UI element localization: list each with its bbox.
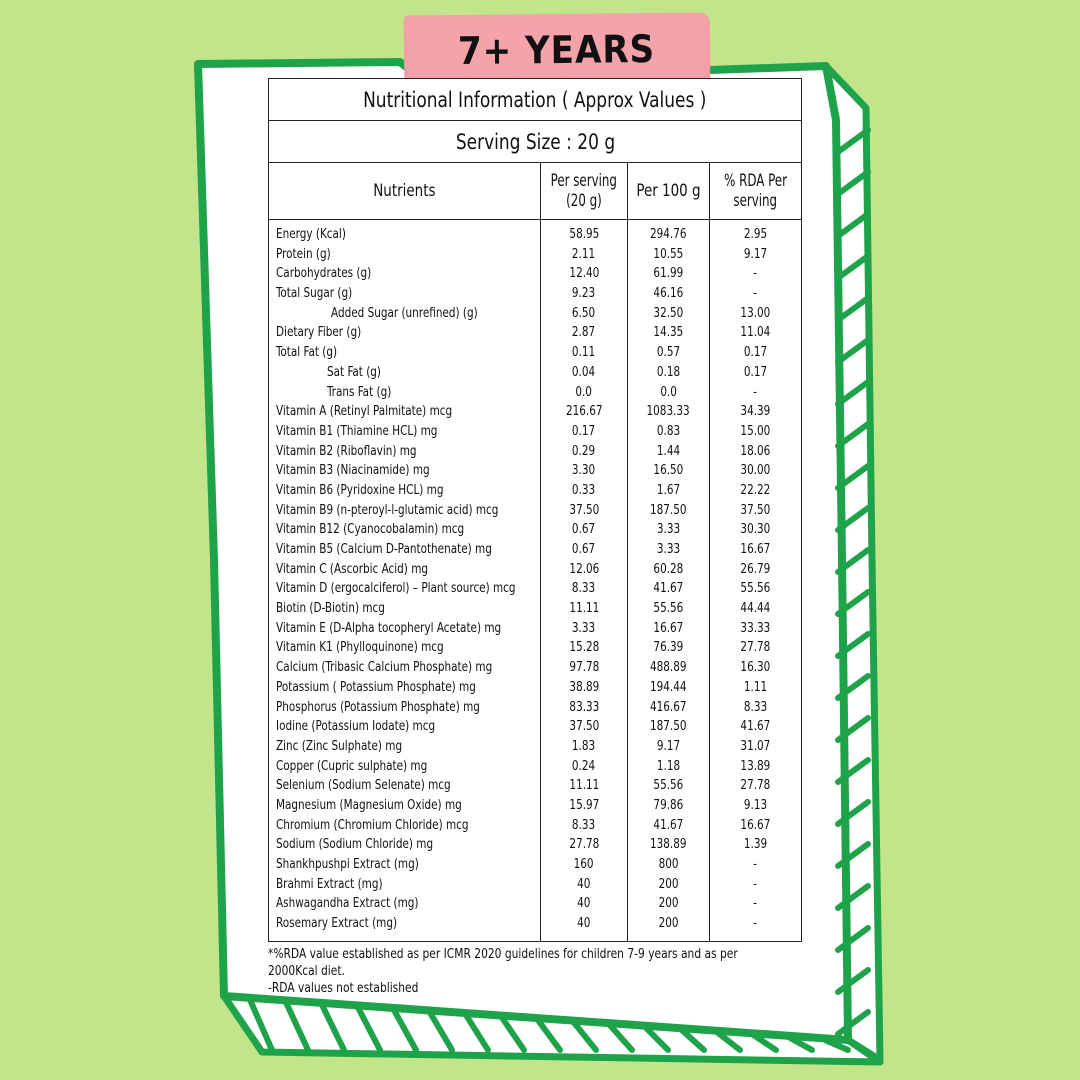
table-cell-per-serving: 27.78 bbox=[569, 836, 599, 853]
table-cell-per-serving: 216.67 bbox=[565, 403, 603, 420]
table-cell-per-serving: 1.83 bbox=[572, 737, 596, 754]
table-cell-nutrient: Iodine (Potassium Iodate) mcg bbox=[276, 718, 436, 735]
table-cell-rda: 27.78 bbox=[740, 639, 771, 656]
table-cell-nutrient: Vitamin C (Ascorbic Acid) mg bbox=[276, 560, 429, 577]
header-per-100g: Per 100 g bbox=[628, 163, 710, 219]
table-cell-per-serving: 8.33 bbox=[572, 580, 596, 597]
table-cell-per-100g: 16.50 bbox=[653, 462, 684, 479]
table-cell-per-100g: 187.50 bbox=[650, 718, 687, 735]
table-cell-per-100g: 1.67 bbox=[656, 481, 681, 498]
table-cell-per-100g: 1083.33 bbox=[646, 403, 691, 420]
table-cell-per-100g: 0.18 bbox=[656, 363, 681, 380]
table-cell-rda: - bbox=[753, 856, 758, 872]
table-cell-per-100g: 488.89 bbox=[650, 659, 687, 676]
per-serving-column bbox=[541, 220, 628, 941]
table-cell-nutrient: Copper (Cupric sulphate) mg bbox=[276, 757, 428, 774]
table-cell-per-100g: 138.89 bbox=[650, 836, 687, 853]
table-cell-rda: 13.89 bbox=[740, 757, 771, 774]
table-cell-nutrient: Vitamin A (Retinyl Palmitate) mcg bbox=[276, 403, 453, 420]
table-cell-per-serving: 83.33 bbox=[569, 698, 599, 715]
table-cell-per-100g: 32.50 bbox=[653, 304, 684, 321]
table-cell-rda: 34.39 bbox=[740, 403, 771, 420]
table-cell-rda: - bbox=[753, 915, 758, 932]
table-cell-rda: 15.00 bbox=[740, 422, 771, 439]
footnote-line: *%RDA value established as per ICMR 2020 guidelines for children 7-9 years and as per bbox=[268, 946, 738, 962]
table-cell-per-100g: 0.57 bbox=[656, 344, 681, 361]
table-cell-per-serving: 38.89 bbox=[569, 678, 599, 695]
table-cell-per-serving: 0.33 bbox=[572, 481, 596, 498]
table-cell-rda: 18.06 bbox=[740, 442, 771, 459]
table-cell-rda: 16.30 bbox=[740, 659, 771, 676]
table-cell-nutrient: Energy (Kcal) bbox=[276, 226, 346, 242]
table-cell-rda: 0.17 bbox=[743, 363, 768, 380]
table-cell-per-serving: 6.50 bbox=[572, 304, 596, 321]
table-cell-per-100g: 61.99 bbox=[653, 265, 684, 282]
table-cell-rda: 30.00 bbox=[740, 462, 771, 479]
table-cell-per-serving: 3.30 bbox=[572, 462, 596, 479]
table-cell-nutrient: Chromium (Chromium Chloride) mcg bbox=[276, 816, 469, 833]
table-cell-nutrient: Calcium (Tribasic Calcium Phosphate) mg bbox=[276, 659, 493, 676]
table-cell-rda: 22.22 bbox=[740, 481, 771, 498]
table-cell-per-100g: 55.56 bbox=[653, 600, 684, 617]
table-cell-per-100g: 1.18 bbox=[656, 757, 681, 774]
table-cell-nutrient: Brahmi Extract (mg) bbox=[276, 875, 383, 892]
nutrition-table bbox=[268, 78, 802, 942]
table-cell-per-serving: 11.11 bbox=[569, 777, 599, 794]
table-cell-per-100g: 55.56 bbox=[653, 777, 684, 794]
table-cell-nutrient: Phosphorus (Potassium Phosphate) mg bbox=[276, 698, 480, 715]
table-cell-nutrient: Vitamin B2 (Riboflavin) mg bbox=[276, 442, 417, 459]
table-cell-nutrient: Vitamin E (D-Alpha tocopheryl Acetate) mg bbox=[276, 619, 502, 636]
table-cell-nutrient: Dietary Fiber (g) bbox=[276, 324, 362, 341]
column-header-row bbox=[269, 163, 801, 220]
table-cell-per-serving: 8.33 bbox=[572, 816, 596, 833]
table-cell-nutrient: Carbohydrates (g) bbox=[276, 265, 372, 282]
table-cell-nutrient: Total Sugar (g) bbox=[276, 285, 353, 302]
table-cell-per-serving: 2.87 bbox=[572, 324, 596, 341]
header-per-serving: Per serving (20 g) bbox=[541, 163, 628, 219]
footnote-line: 2000Kcal diet. bbox=[268, 963, 345, 979]
table-cell-per-serving: 0.29 bbox=[572, 442, 596, 459]
table-cell-per-100g: 10.55 bbox=[653, 245, 684, 262]
table-cell-per-serving: 40 bbox=[577, 915, 591, 932]
rda-column bbox=[710, 220, 801, 941]
table-cell-nutrient: Potassium ( Potassium Phosphate) mg bbox=[276, 678, 476, 695]
table-cell-rda: 16.67 bbox=[740, 816, 771, 833]
table-cell-per-100g: 41.67 bbox=[653, 580, 684, 597]
header-nutrients: Nutrients bbox=[269, 163, 541, 219]
table-cell-per-serving: 0.24 bbox=[572, 757, 596, 774]
per-100g-column bbox=[628, 220, 710, 941]
table-cell-per-serving: 15.97 bbox=[569, 796, 599, 813]
table-cell-nutrient: Vitamin B5 (Calcium D-Pantothenate) mg bbox=[276, 541, 492, 557]
table-cell-per-100g: 200 bbox=[658, 875, 679, 892]
table-cell-nutrient: Vitamin B3 (Niacinamide) mg bbox=[276, 462, 430, 479]
header-rda: % RDA Per serving bbox=[724, 171, 787, 211]
table-cell-nutrient: Zinc (Zinc Sulphate) mg bbox=[276, 737, 403, 754]
table-cell-per-100g: 294.76 bbox=[650, 226, 687, 242]
table-cell-nutrient: Vitamin B1 (Thiamine HCL) mg bbox=[276, 422, 438, 439]
table-cell-rda: 30.30 bbox=[740, 521, 771, 538]
table-cell-nutrient: Selenium (Sodium Selenate) mcg bbox=[276, 777, 451, 794]
table-cell-nutrient: Trans Fat (g) bbox=[327, 383, 392, 400]
table-cell-per-serving: 0.67 bbox=[572, 541, 596, 557]
table-cell-per-100g: 3.33 bbox=[656, 521, 681, 538]
table-cell-per-serving: 37.50 bbox=[569, 718, 599, 735]
table-cell-per-serving: 12.06 bbox=[569, 560, 599, 577]
table-cell-per-100g: 9.17 bbox=[656, 737, 681, 754]
table-cell-nutrient: Biotin (D-Biotin) mcg bbox=[276, 600, 385, 617]
table-cell-per-serving: 0.04 bbox=[572, 363, 596, 380]
table-cell-rda: - bbox=[753, 383, 758, 400]
table-cell-rda: - bbox=[753, 265, 758, 282]
table-cell-per-serving: 0.17 bbox=[572, 422, 596, 439]
table-cell-per-100g: 41.67 bbox=[653, 816, 684, 833]
table-cell-rda: 9.13 bbox=[743, 796, 768, 813]
table-cell-nutrient: Magnesium (Magnesium Oxide) mg bbox=[276, 796, 462, 813]
table-cell-per-100g: 60.28 bbox=[653, 560, 684, 577]
table-cell-rda: 8.33 bbox=[743, 698, 768, 715]
table-cell-per-serving: 40 bbox=[577, 875, 591, 892]
table-title: Nutritional Information ( Approx Values ) bbox=[363, 87, 707, 112]
table-title-row bbox=[269, 79, 801, 121]
table-cell-per-serving: 97.78 bbox=[569, 659, 599, 676]
table-cell-per-serving: 58.95 bbox=[569, 226, 599, 242]
table-cell-rda: 41.67 bbox=[740, 718, 771, 735]
table-cell-per-100g: 0.0 bbox=[660, 383, 677, 400]
table-cell-rda: 2.95 bbox=[743, 226, 768, 242]
table-cell-rda: 9.17 bbox=[743, 245, 768, 262]
footnote-line: -RDA values not established bbox=[268, 980, 419, 996]
table-cell-per-100g: 76.39 bbox=[653, 639, 684, 656]
table-cell-rda: 31.07 bbox=[740, 737, 771, 754]
table-cell-rda: - bbox=[753, 895, 758, 912]
table-cell-per-100g: 200 bbox=[658, 895, 679, 912]
table-cell-nutrient: Total Fat (g) bbox=[276, 344, 338, 361]
table-cell-per-serving: 0.67 bbox=[572, 521, 596, 538]
table-cell-rda: 16.67 bbox=[740, 541, 771, 557]
table-cell-per-serving: 9.23 bbox=[572, 285, 596, 302]
table-cell-per-serving: 40 bbox=[577, 895, 591, 912]
table-cell-nutrient: Sat Fat (g) bbox=[327, 363, 381, 380]
table-cell-per-100g: 14.35 bbox=[653, 324, 684, 341]
table-cell-per-100g: 16.67 bbox=[653, 619, 684, 636]
table-cell-nutrient: Ashwagandha Extract (mg) bbox=[276, 895, 419, 912]
footnotes bbox=[268, 946, 808, 997]
table-cell-nutrient: Vitamin B6 (Pyridoxine HCL) mg bbox=[276, 481, 444, 498]
table-cell-nutrient: Added Sugar (unrefined) (g) bbox=[331, 304, 478, 321]
table-cell-nutrient: Shankhpushpi Extract (mg) bbox=[276, 856, 419, 872]
serving-size: Serving Size : 20 g bbox=[455, 129, 615, 154]
table-cell-rda: 27.78 bbox=[740, 777, 771, 794]
serving-size-row bbox=[269, 121, 801, 163]
table-cell-nutrient: Vitamin B12 (Cyanocobalamin) mcg bbox=[276, 521, 465, 538]
table-cell-nutrient: Rosemary Extract (mg) bbox=[276, 915, 398, 932]
table-cell-per-100g: 200 bbox=[658, 915, 679, 932]
table-cell-per-serving: 160 bbox=[574, 856, 594, 872]
table-cell-rda: 44.44 bbox=[740, 600, 771, 617]
table-cell-per-100g: 194.44 bbox=[650, 678, 687, 695]
age-badge bbox=[404, 12, 711, 87]
table-cell-per-100g: 416.67 bbox=[650, 698, 687, 715]
table-cell-nutrient: Vitamin B9 (n-pteroyl-l-glutamic acid) mcg bbox=[276, 501, 499, 518]
table-cell-per-100g: 79.86 bbox=[653, 796, 684, 813]
table-body bbox=[269, 220, 801, 941]
table-cell-rda: 1.11 bbox=[743, 678, 768, 695]
table-cell-per-100g: 187.50 bbox=[650, 501, 687, 518]
table-cell-per-serving: 0.11 bbox=[572, 344, 596, 361]
table-cell-rda: 26.79 bbox=[740, 560, 771, 577]
table-cell-nutrient: Sodium (Sodium Chloride) mg bbox=[276, 836, 434, 853]
table-cell-nutrient: Protein (g) bbox=[276, 245, 331, 262]
table-cell-rda: 55.56 bbox=[740, 580, 771, 597]
table-cell-per-serving: 2.11 bbox=[572, 245, 596, 262]
nutrient-name-column bbox=[269, 220, 541, 941]
table-cell-per-serving: 15.28 bbox=[569, 639, 599, 656]
table-cell-per-100g: 3.33 bbox=[656, 541, 681, 557]
table-cell-per-100g: 46.16 bbox=[653, 285, 684, 302]
table-cell-per-serving: 0.0 bbox=[575, 383, 593, 400]
table-cell-nutrient: Vitamin D (ergocalciferol) – Plant source) mcg bbox=[276, 580, 516, 597]
table-cell-rda: 37.50 bbox=[740, 501, 771, 518]
table-cell-per-serving: 12.40 bbox=[569, 265, 599, 282]
table-cell-rda: 0.17 bbox=[743, 344, 768, 361]
table-cell-per-serving: 3.33 bbox=[572, 619, 596, 636]
table-cell-per-serving: 11.11 bbox=[569, 600, 599, 617]
table-cell-rda: - bbox=[753, 285, 758, 302]
table-cell-per-100g: 800 bbox=[658, 856, 679, 872]
table-cell-per-100g: 0.83 bbox=[656, 422, 681, 439]
table-cell-rda: 13.00 bbox=[740, 304, 771, 321]
table-cell-per-100g: 1.44 bbox=[656, 442, 681, 459]
table-cell-nutrient: Vitamin K1 (Phylloquinone) mcg bbox=[276, 639, 444, 656]
table-cell-rda: 33.33 bbox=[740, 619, 771, 636]
age-badge-label: 7+ YEARS bbox=[458, 26, 656, 74]
table-cell-rda: - bbox=[753, 875, 758, 892]
table-cell-rda: 11.04 bbox=[740, 324, 771, 341]
table-cell-per-serving: 37.50 bbox=[569, 501, 599, 518]
table-cell-rda: 1.39 bbox=[743, 836, 768, 853]
